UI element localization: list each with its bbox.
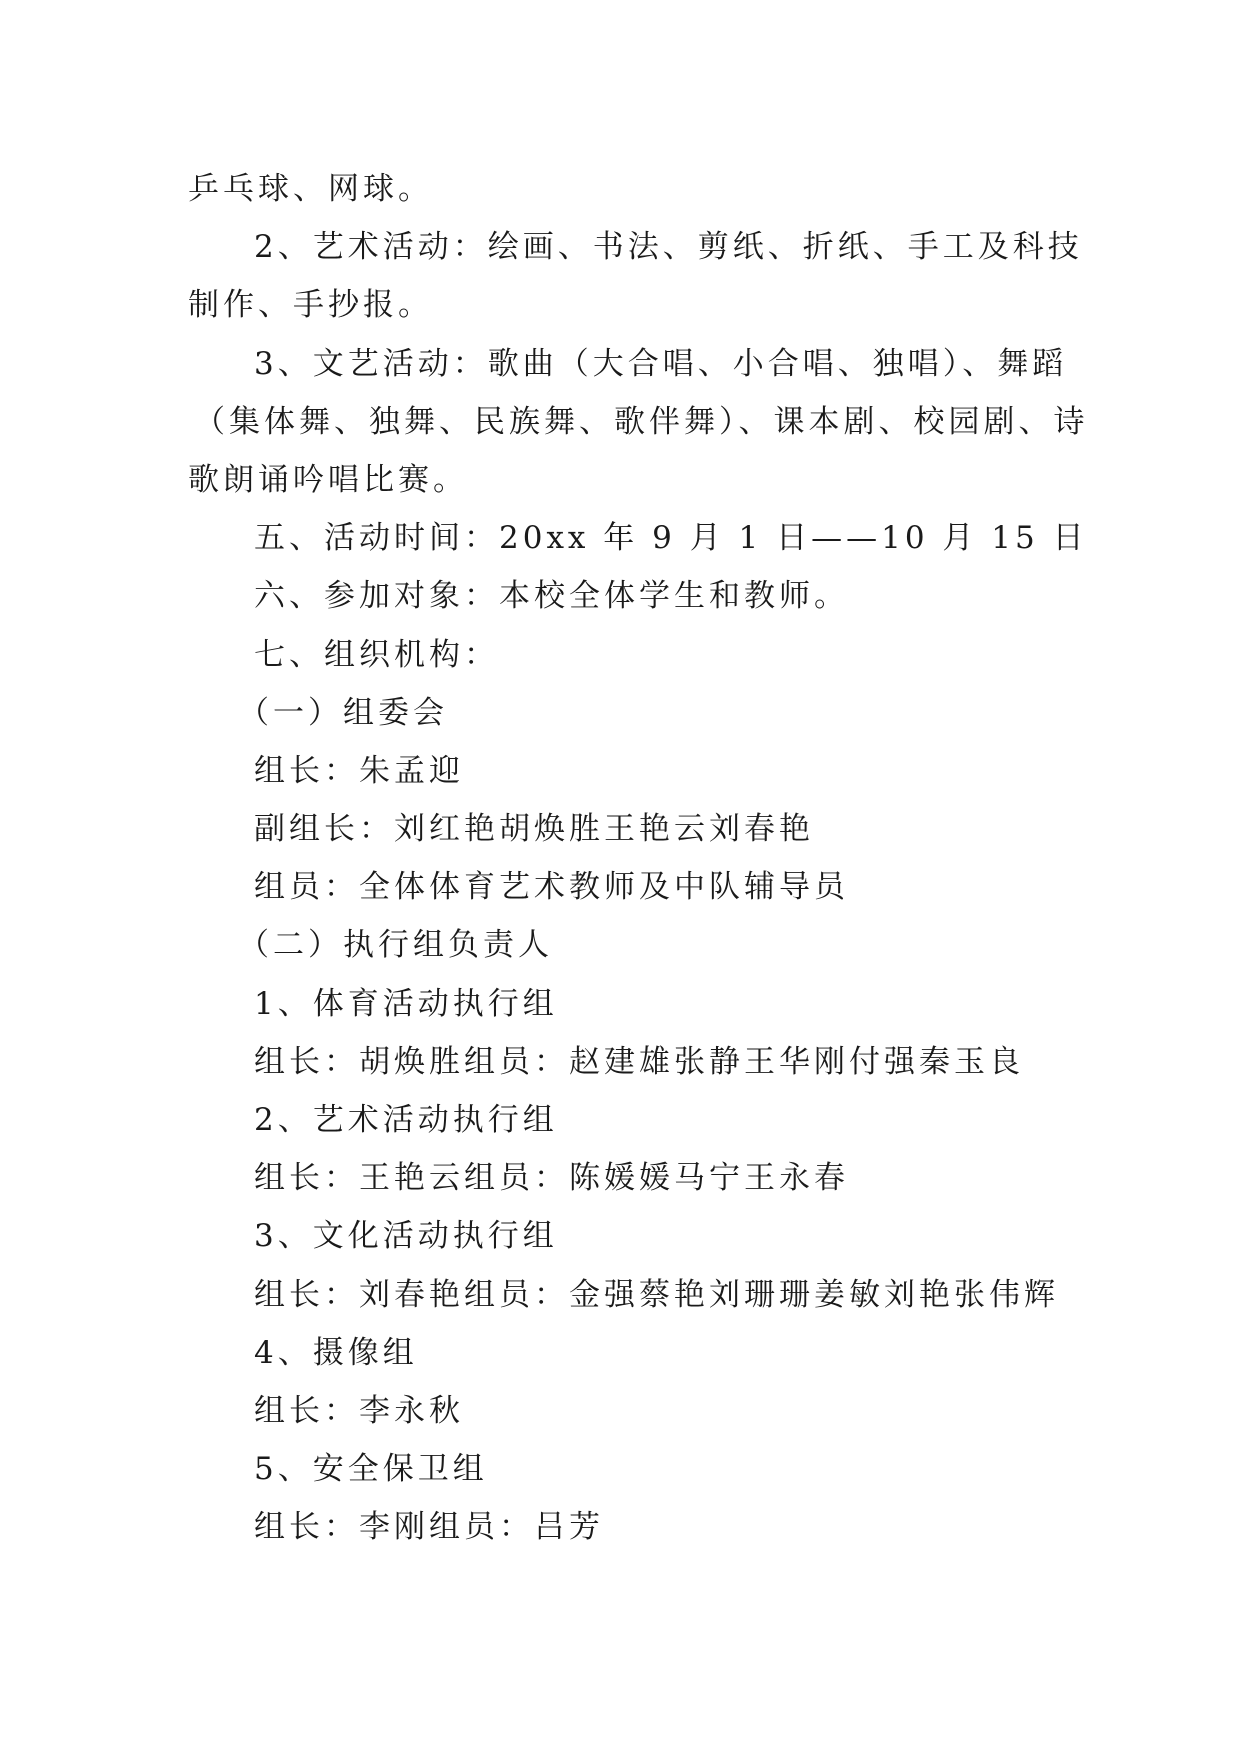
text-line: 乒乓球、网球。 <box>188 171 433 207</box>
text-line: 4、摄像组 <box>254 1334 418 1371</box>
text-line: 组长：刘春艳组员：金强蔡艳刘珊珊姜敏刘艳张伟辉 <box>254 1276 1059 1313</box>
document-body <box>188 160 1089 1557</box>
text-line: 组长：王艳云组员：陈媛媛马宁王永春 <box>254 1160 849 1197</box>
text-line: 组长：胡焕胜组员：赵建雄张静王华刚付强秦玉良 <box>254 1043 1024 1080</box>
text-line: 歌朗诵吟唱比赛。 <box>188 461 468 498</box>
text-line: 六、参加对象：本校全体学生和教师。 <box>254 578 849 615</box>
text-line: 七、组织机构： <box>254 636 499 673</box>
text-line: 2、艺术活动：绘画、书法、剪纸、折纸、手工及科技 <box>254 229 1083 266</box>
text-line: 3、文艺活动：歌曲（大合唱、小合唱、独唱）、舞蹈 <box>254 345 1068 382</box>
text-line: 制作、手抄报。 <box>188 287 433 324</box>
text-line: 3、文化活动执行组 <box>254 1218 558 1255</box>
text-line: 组长：李永秋 <box>254 1392 464 1429</box>
text-line: 1、体育活动执行组 <box>254 985 558 1022</box>
text-line: （集体舞、独舞、民族舞、歌伴舞）、课本剧、校园剧、诗 <box>194 403 1089 440</box>
text-line: 副组长：刘红艳胡焕胜王艳云刘春艳 <box>254 811 814 848</box>
text-line: 2、艺术活动执行组 <box>254 1102 558 1138</box>
text-line: 5、安全保卫组 <box>254 1451 488 1488</box>
text-line: 五、活动时间：20xx 年 9 月 1 日——10 月 15 日 <box>254 520 1088 557</box>
text-line: （一）组委会 <box>238 694 448 731</box>
text-line: （二）执行组负责人 <box>238 927 553 964</box>
text-line: 组长：朱孟迎 <box>254 752 464 789</box>
text-line: 组长：李刚组员：吕芳 <box>254 1509 604 1546</box>
text-line: 组员：全体体育艺术教师及中队辅导员 <box>254 869 849 906</box>
